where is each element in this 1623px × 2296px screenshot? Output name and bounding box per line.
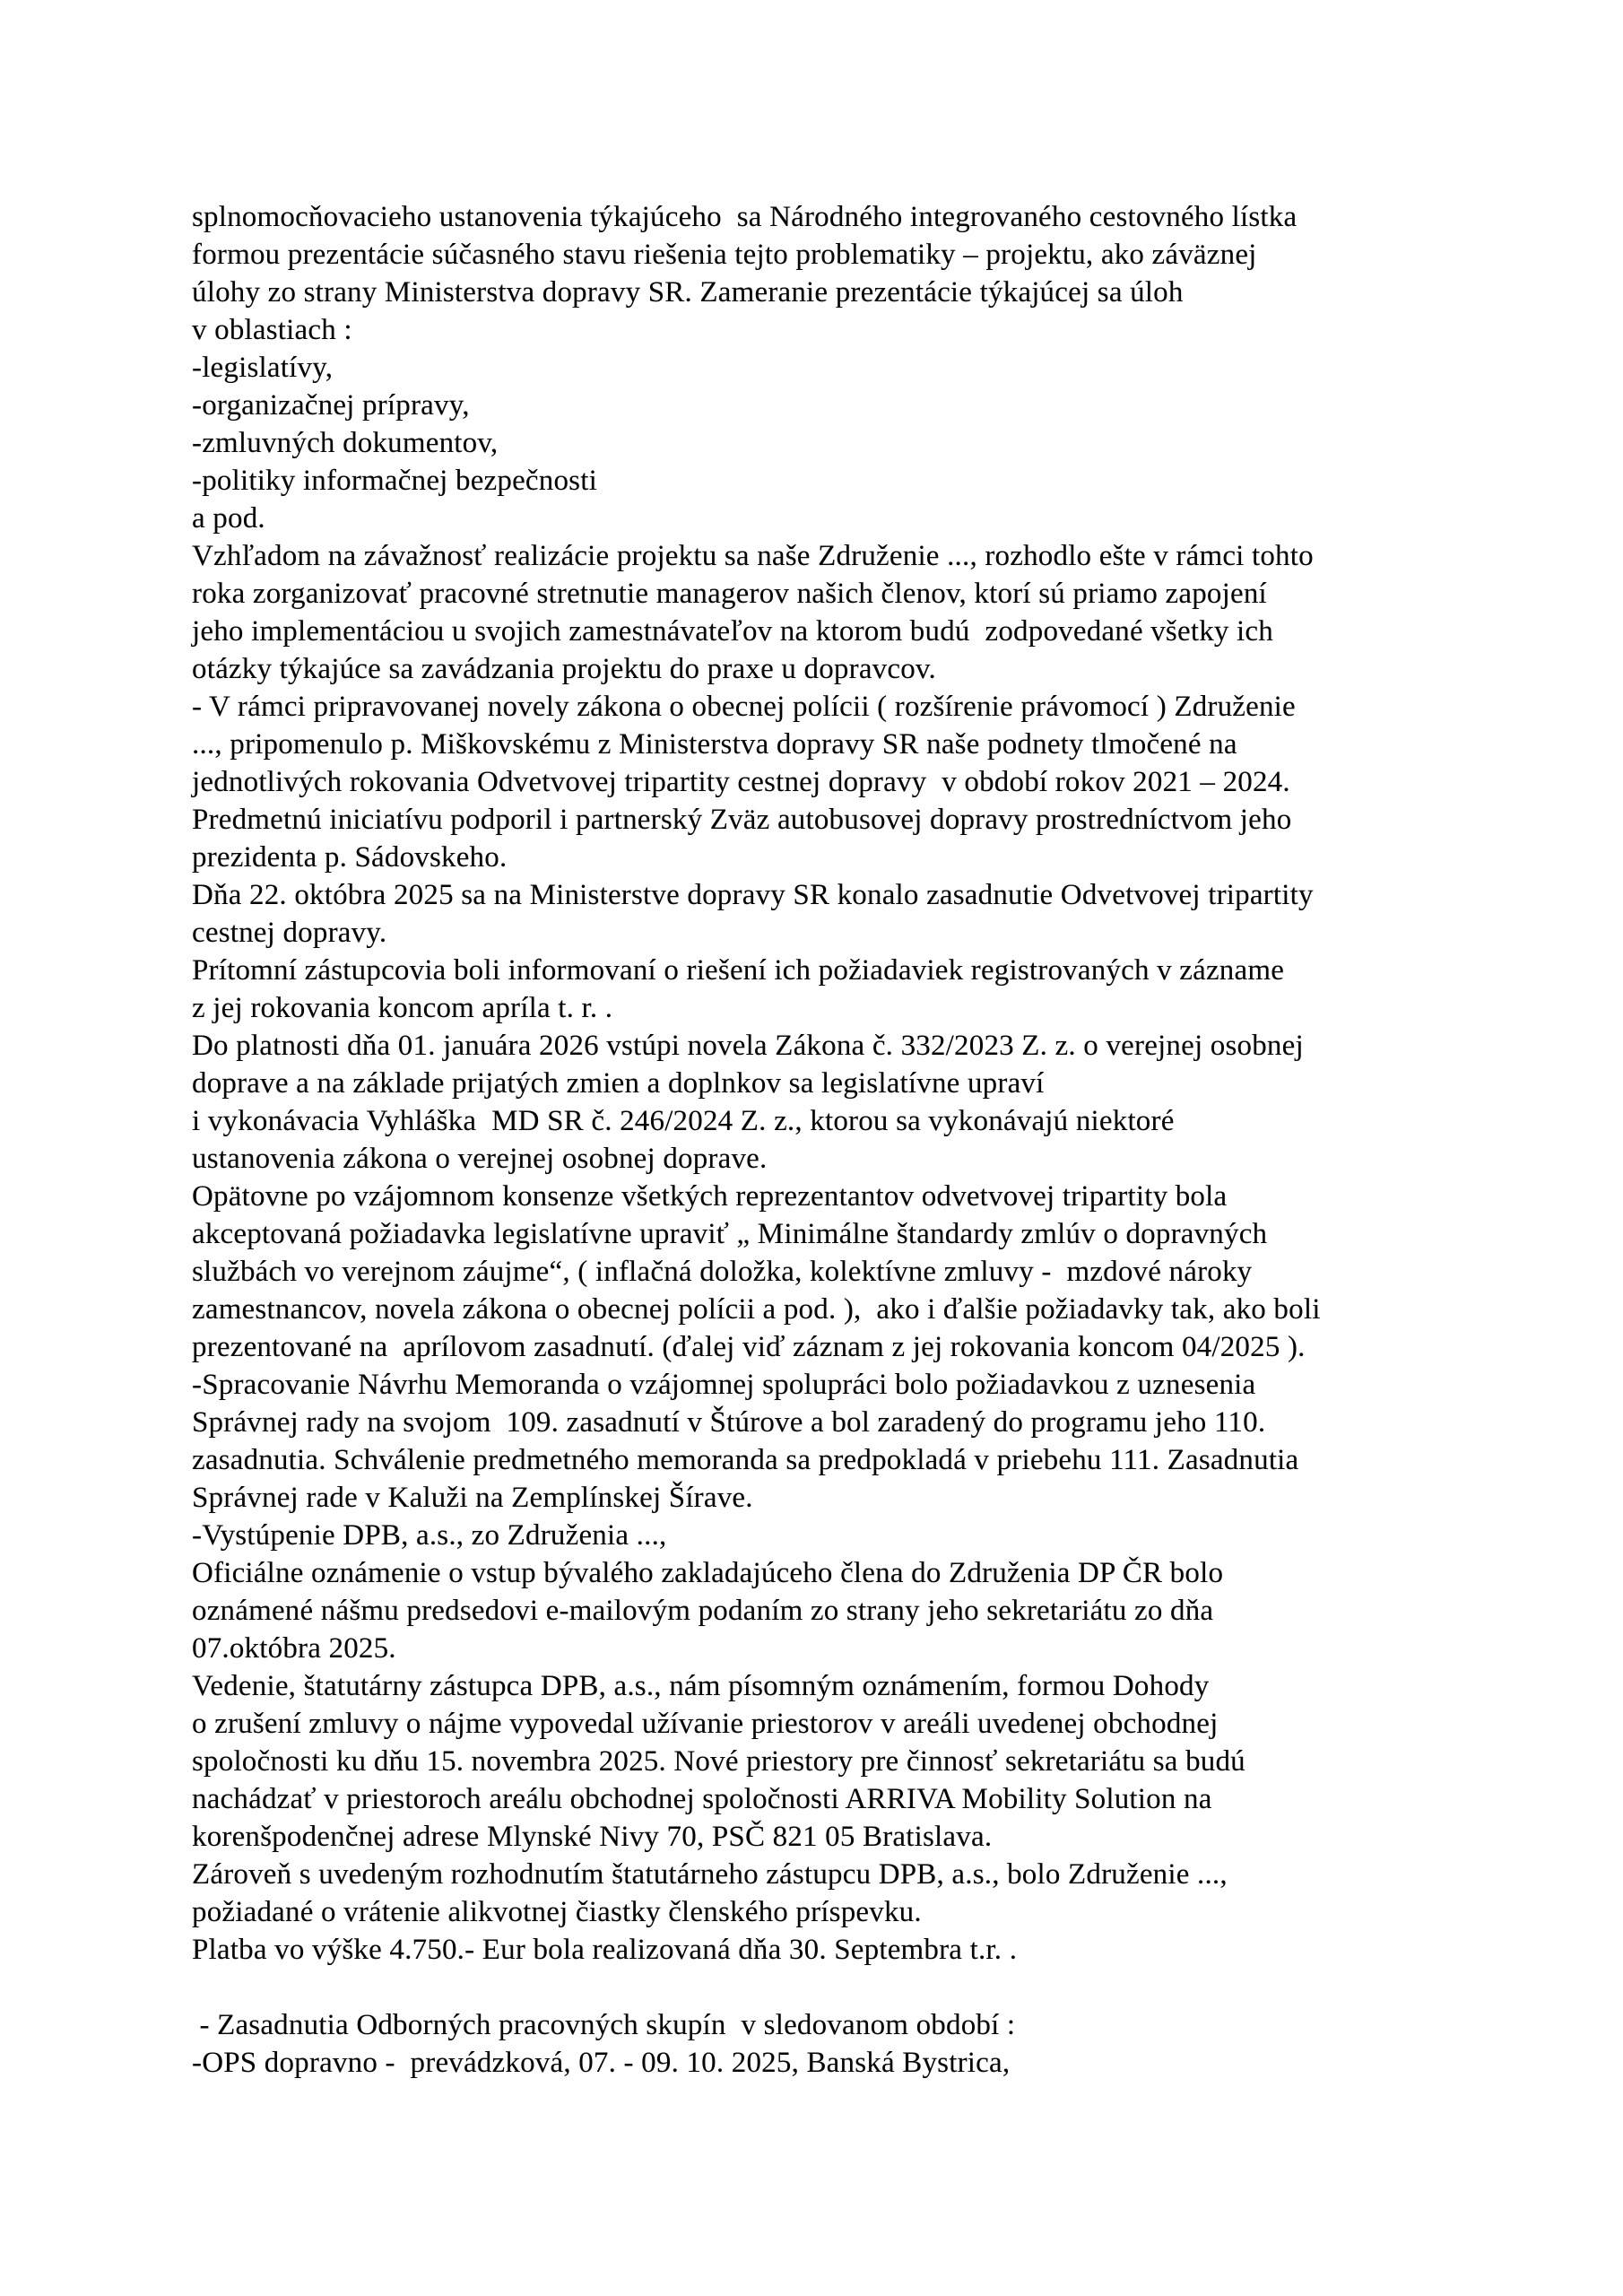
text-line: Platba vo výške 4.750.- Eur bola realizovaná dňa 30. Septembra t.r. . xyxy=(192,1934,1018,1966)
text-line: Správnej rade v Kaluži na Zemplínskej Šírave. xyxy=(192,1482,753,1514)
text-line: -Vystúpenie DPB, a.s., zo Združenia ..., xyxy=(192,1519,667,1552)
text-line: úlohy zo strany Ministerstva dopravy SR. Zameranie prezentácie týkajúcej sa úloh xyxy=(192,276,1184,309)
text-line: jednotlivých rokovania Odvetvovej tripartity cestnej dopravy v období rokov 2021 – 2024. xyxy=(192,766,1290,798)
text-line: zamestnancov, novela zákona o obecnej polícii a pod. ), ako i ďalšie požiadavky tak, ako boli xyxy=(192,1293,1321,1326)
text-line: - Zasadnutia Odborných pracovných skupín v sledovanom období : xyxy=(192,2009,1016,2041)
text-line: Vzhľadom na závažnosť realizácie projektu sa naše Združenie ..., rozhodlo ešte v rámci tohto xyxy=(192,540,1314,572)
text-line: Oficiálne oznámenie o vstup bývalého zakladajúceho člena do Združenia DP ČR bolo xyxy=(192,1557,1224,1589)
text-line: z jej rokovania koncom apríla t. r. . xyxy=(192,992,613,1024)
text-line: v oblastiach : xyxy=(192,314,352,346)
text-line: -organizačnej prípravy, xyxy=(192,389,470,422)
text-line: Vedenie, štatutárny zástupca DPB, a.s., nám písomným oznámením, formou Dohody xyxy=(192,1670,1210,1702)
text-line: otázky týkajúce sa zavádzania projektu do praxe u dopravcov. xyxy=(192,653,936,685)
text-line: o zrušení zmluvy o nájme vypovedal užívanie priestorov v areáli uvedenej obchodnej xyxy=(192,1708,1219,1740)
text-line: jeho implementáciou u svojich zamestnávateľov na ktorom budú zodpovedané všetky ich xyxy=(192,615,1273,648)
text-line: splnomocňovacieho ustanovenia týkajúceho sa Národného integrovaného cestovného lístka xyxy=(192,201,1298,233)
text-line: -politiky informačnej bezpečnosti xyxy=(192,465,597,497)
text-line: -legislatívy, xyxy=(192,352,334,384)
text-line: oznámené nášmu predsedovi e-mailovým podaním zo strany jeho sekretariátu zo dňa xyxy=(192,1595,1214,1627)
document-body xyxy=(192,198,1465,2082)
text-line: formou prezentácie súčasného stavu riešenia tejto problematiky – projektu, ako záväznej xyxy=(192,239,1257,271)
text-line: spoločnosti ku dňu 15. novembra 2025. Nové priestory pre činnosť sekretariátu sa budú xyxy=(192,1745,1245,1778)
text-line: Opätovne po vzájomnom konsenze všetkých reprezentantov odvetvovej tripartity bola xyxy=(192,1180,1228,1213)
text-line: i vykonávacia Vyhláška MD SR č. 246/2024 Z. z., ktorou sa vykonávajú niektoré xyxy=(192,1105,1175,1137)
text-line: -zmluvných dokumentov, xyxy=(192,427,499,459)
text-line: Správnej rady na svojom 109. zasadnutí v Štúrove a bol zaradený do programu jeho 110. xyxy=(192,1406,1266,1439)
text-line: prezidenta p. Sádovskeho. xyxy=(192,841,508,874)
text-line: akceptovaná požiadavka legislatívne upraviť „ Minimálne štandardy zmlúv o dopravných xyxy=(192,1218,1268,1250)
text-line: ..., pripomenulo p. Miškovskému z Ministerstva dopravy SR naše podnety tlmočené na xyxy=(192,728,1237,761)
text-line: 07.októbra 2025. xyxy=(192,1632,396,1665)
text-line: Zároveň s uvedeným rozhodnutím štatutárneho zástupcu DPB, a.s., bolo Združenie ..., xyxy=(192,1858,1228,1891)
text-line: ustanovenia zákona o verejnej osobnej doprave. xyxy=(192,1143,768,1175)
text-line: požiadané o vrátenie alikvotnej čiastky členského príspevku. xyxy=(192,1896,922,1928)
text-line: zasadnutia. Schválenie predmetného memoranda sa predpokladá v priebehu 111. Zasadnutia xyxy=(192,1444,1299,1476)
text-line: Prítomní zástupcovia boli informovaní o riešení ich požiadaviek registrovaných v zázname xyxy=(192,954,1285,987)
text-line: - V rámci pripravovanej novely zákona o obecnej polícii ( rozšírenie právomocí ) Združenie xyxy=(192,691,1296,723)
text-line xyxy=(192,1969,1465,2006)
text-line: Dňa 22. októbra 2025 sa na Ministerstve dopravy SR konalo zasadnutie Odvetvovej tripartity xyxy=(192,879,1314,911)
text-line: Predmetnú iniciatívu podporil i partnerský Zväz autobusovej dopravy prostredníctvom jeho xyxy=(192,804,1292,836)
text-line: cestnej dopravy. xyxy=(192,917,387,949)
text-line: nachádzať v priestoroch areálu obchodnej spoločnosti ARRIVA Mobility Solution na xyxy=(192,1783,1212,1815)
text-line: -OPS dopravno - prevádzková, 07. - 09. 10. 2025, Banská Bystrica, xyxy=(192,2047,1011,2079)
text-line: Do platnosti dňa 01. januára 2026 vstúpi novela Zákona č. 332/2023 Z. z. o verejnej osobnej xyxy=(192,1030,1304,1062)
text-line: službách vo verejnom záujme“, ( inflačná doložka, kolektívne zmluvy - mzdové nároky xyxy=(192,1256,1253,1288)
text-line: a pod. xyxy=(192,502,265,535)
text-line: -Spracovanie Návrhu Memoranda o vzájomnej spolupráci bolo požiadavkou z uznesenia xyxy=(192,1369,1256,1401)
text-line: roka zorganizovať pracovné stretnutie managerov našich členov, ktorí sú priamo zapojení xyxy=(192,578,1267,610)
text-line: korenšpodenčnej adrese Mlynské Nivy 70, PSČ 821 05 Bratislava. xyxy=(192,1821,993,1853)
text-line: prezentované na aprílovom zasadnutí. (ďalej viď záznam z jej rokovania koncom 04/2025 ). xyxy=(192,1331,1306,1363)
text-line: doprave a na základe prijatých zmien a doplnkov sa legislatívne upraví xyxy=(192,1067,1045,1100)
